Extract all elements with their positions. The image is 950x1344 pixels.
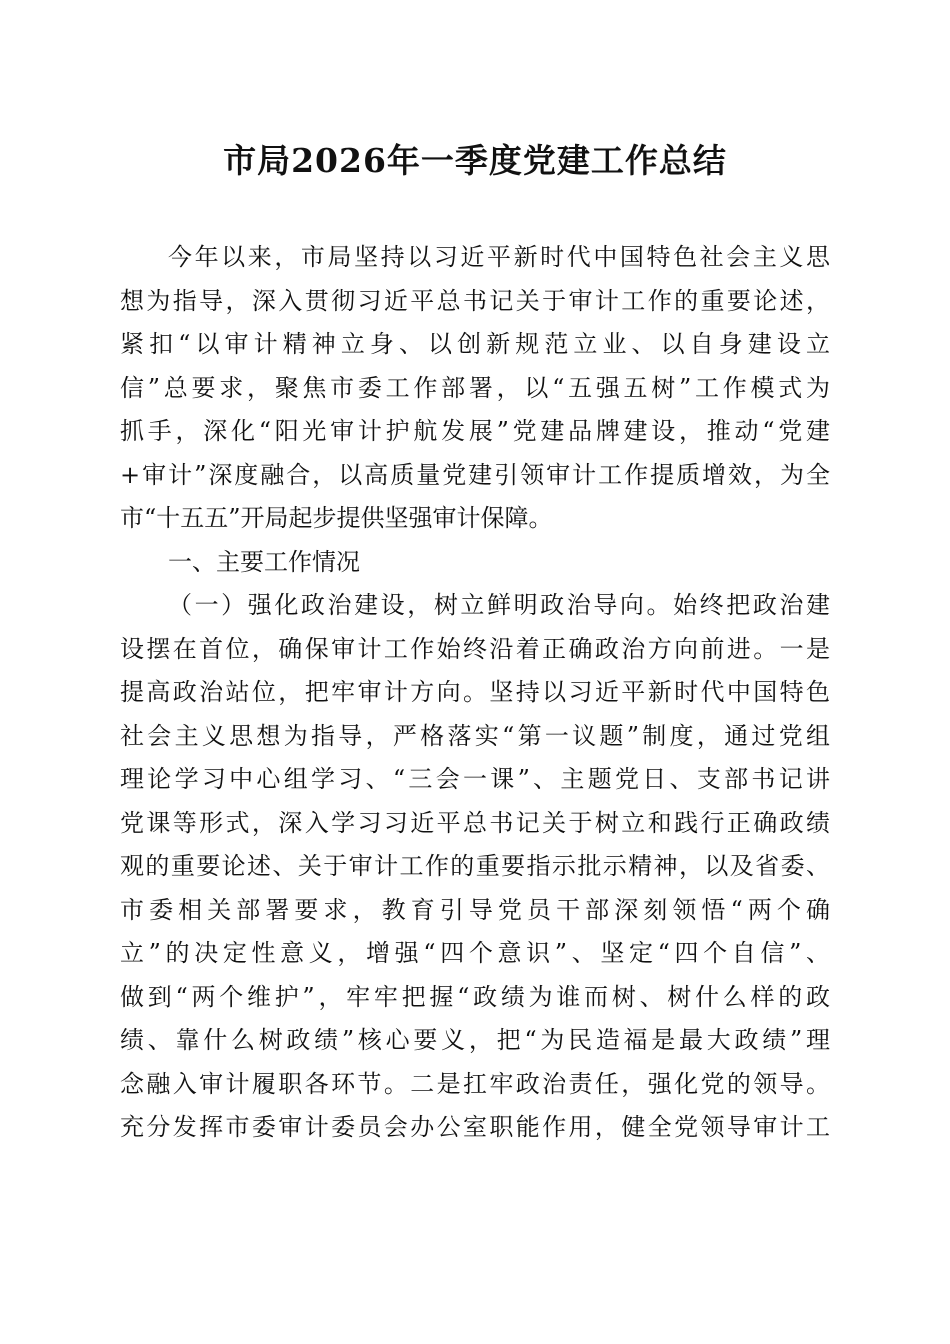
paragraph-line: 绩、靠什么树政绩”核心要义，把“为民造福是最大政绩”理 — [120, 1026, 830, 1054]
paragraph-line: 立”的决定性意义，增强“四个意识”、坚定“四个自信”、 — [120, 939, 830, 967]
paragraph-line: 信”总要求，聚焦市委工作部署，以“五强五树”工作模式为 — [120, 374, 830, 402]
paragraph-line: 充分发挥市委审计委员会办公室职能作用，健全党领导审计工 — [120, 1113, 830, 1141]
paragraph-line: 念融入审计履职各环节。二是扛牢政治责任，强化党的领导。 — [120, 1070, 830, 1098]
paragraph-line: 党课等形式，深入学习习近平总书记关于树立和践行正确政绩 — [120, 809, 830, 837]
paragraph-line: 设摆在首位，确保审计工作始终沿着正确政治方向前进。一是 — [120, 635, 830, 663]
paragraph-line: 紧扣“以审计精神立身、以创新规范立业、以自身建设立 — [120, 330, 830, 358]
paragraph-line: 市委相关部署要求，教育引导党员干部深刻领悟“两个确 — [120, 896, 830, 924]
paragraph-line: （一）强化政治建设，树立鲜明政治导向。始终把政治建 — [168, 591, 830, 619]
paragraph-line: +审计”深度融合，以高质量党建引领审计工作提质增效，为全 — [120, 461, 830, 489]
paragraph-line: 理论学习中心组学习、“三会一课”、主题党日、支部书记讲 — [120, 765, 830, 793]
paragraph-line: 抓手，深化“阳光审计护航发展”党建品牌建设，推动“党建 — [120, 417, 830, 445]
paragraph-line: 做到“两个维护”，牢牢把握“政绩为谁而树、树什么样的政 — [120, 983, 830, 1011]
document-title: 市局2026年一季度党建工作总结 — [223, 141, 727, 180]
paragraph-line: 提高政治站位，把牢审计方向。坚持以习近平新时代中国特色 — [120, 678, 830, 706]
section-heading: 一、主要工作情况 — [168, 548, 360, 576]
paragraph-line: 今年以来，市局坚持以习近平新时代中国特色社会主义思 — [168, 243, 830, 271]
paragraph-line: 想为指导，深入贯彻习近平总书记关于审计工作的重要论述， — [120, 287, 830, 315]
paragraph-line: 社会主义思想为指导，严格落实“第一议题”制度，通过党组 — [120, 722, 830, 750]
paragraph-line: 观的重要论述、关于审计工作的重要指示批示精神，以及省委、 — [120, 852, 830, 880]
paragraph-line: 市“十五五”开局起步提供坚强审计保障。 — [120, 504, 553, 532]
